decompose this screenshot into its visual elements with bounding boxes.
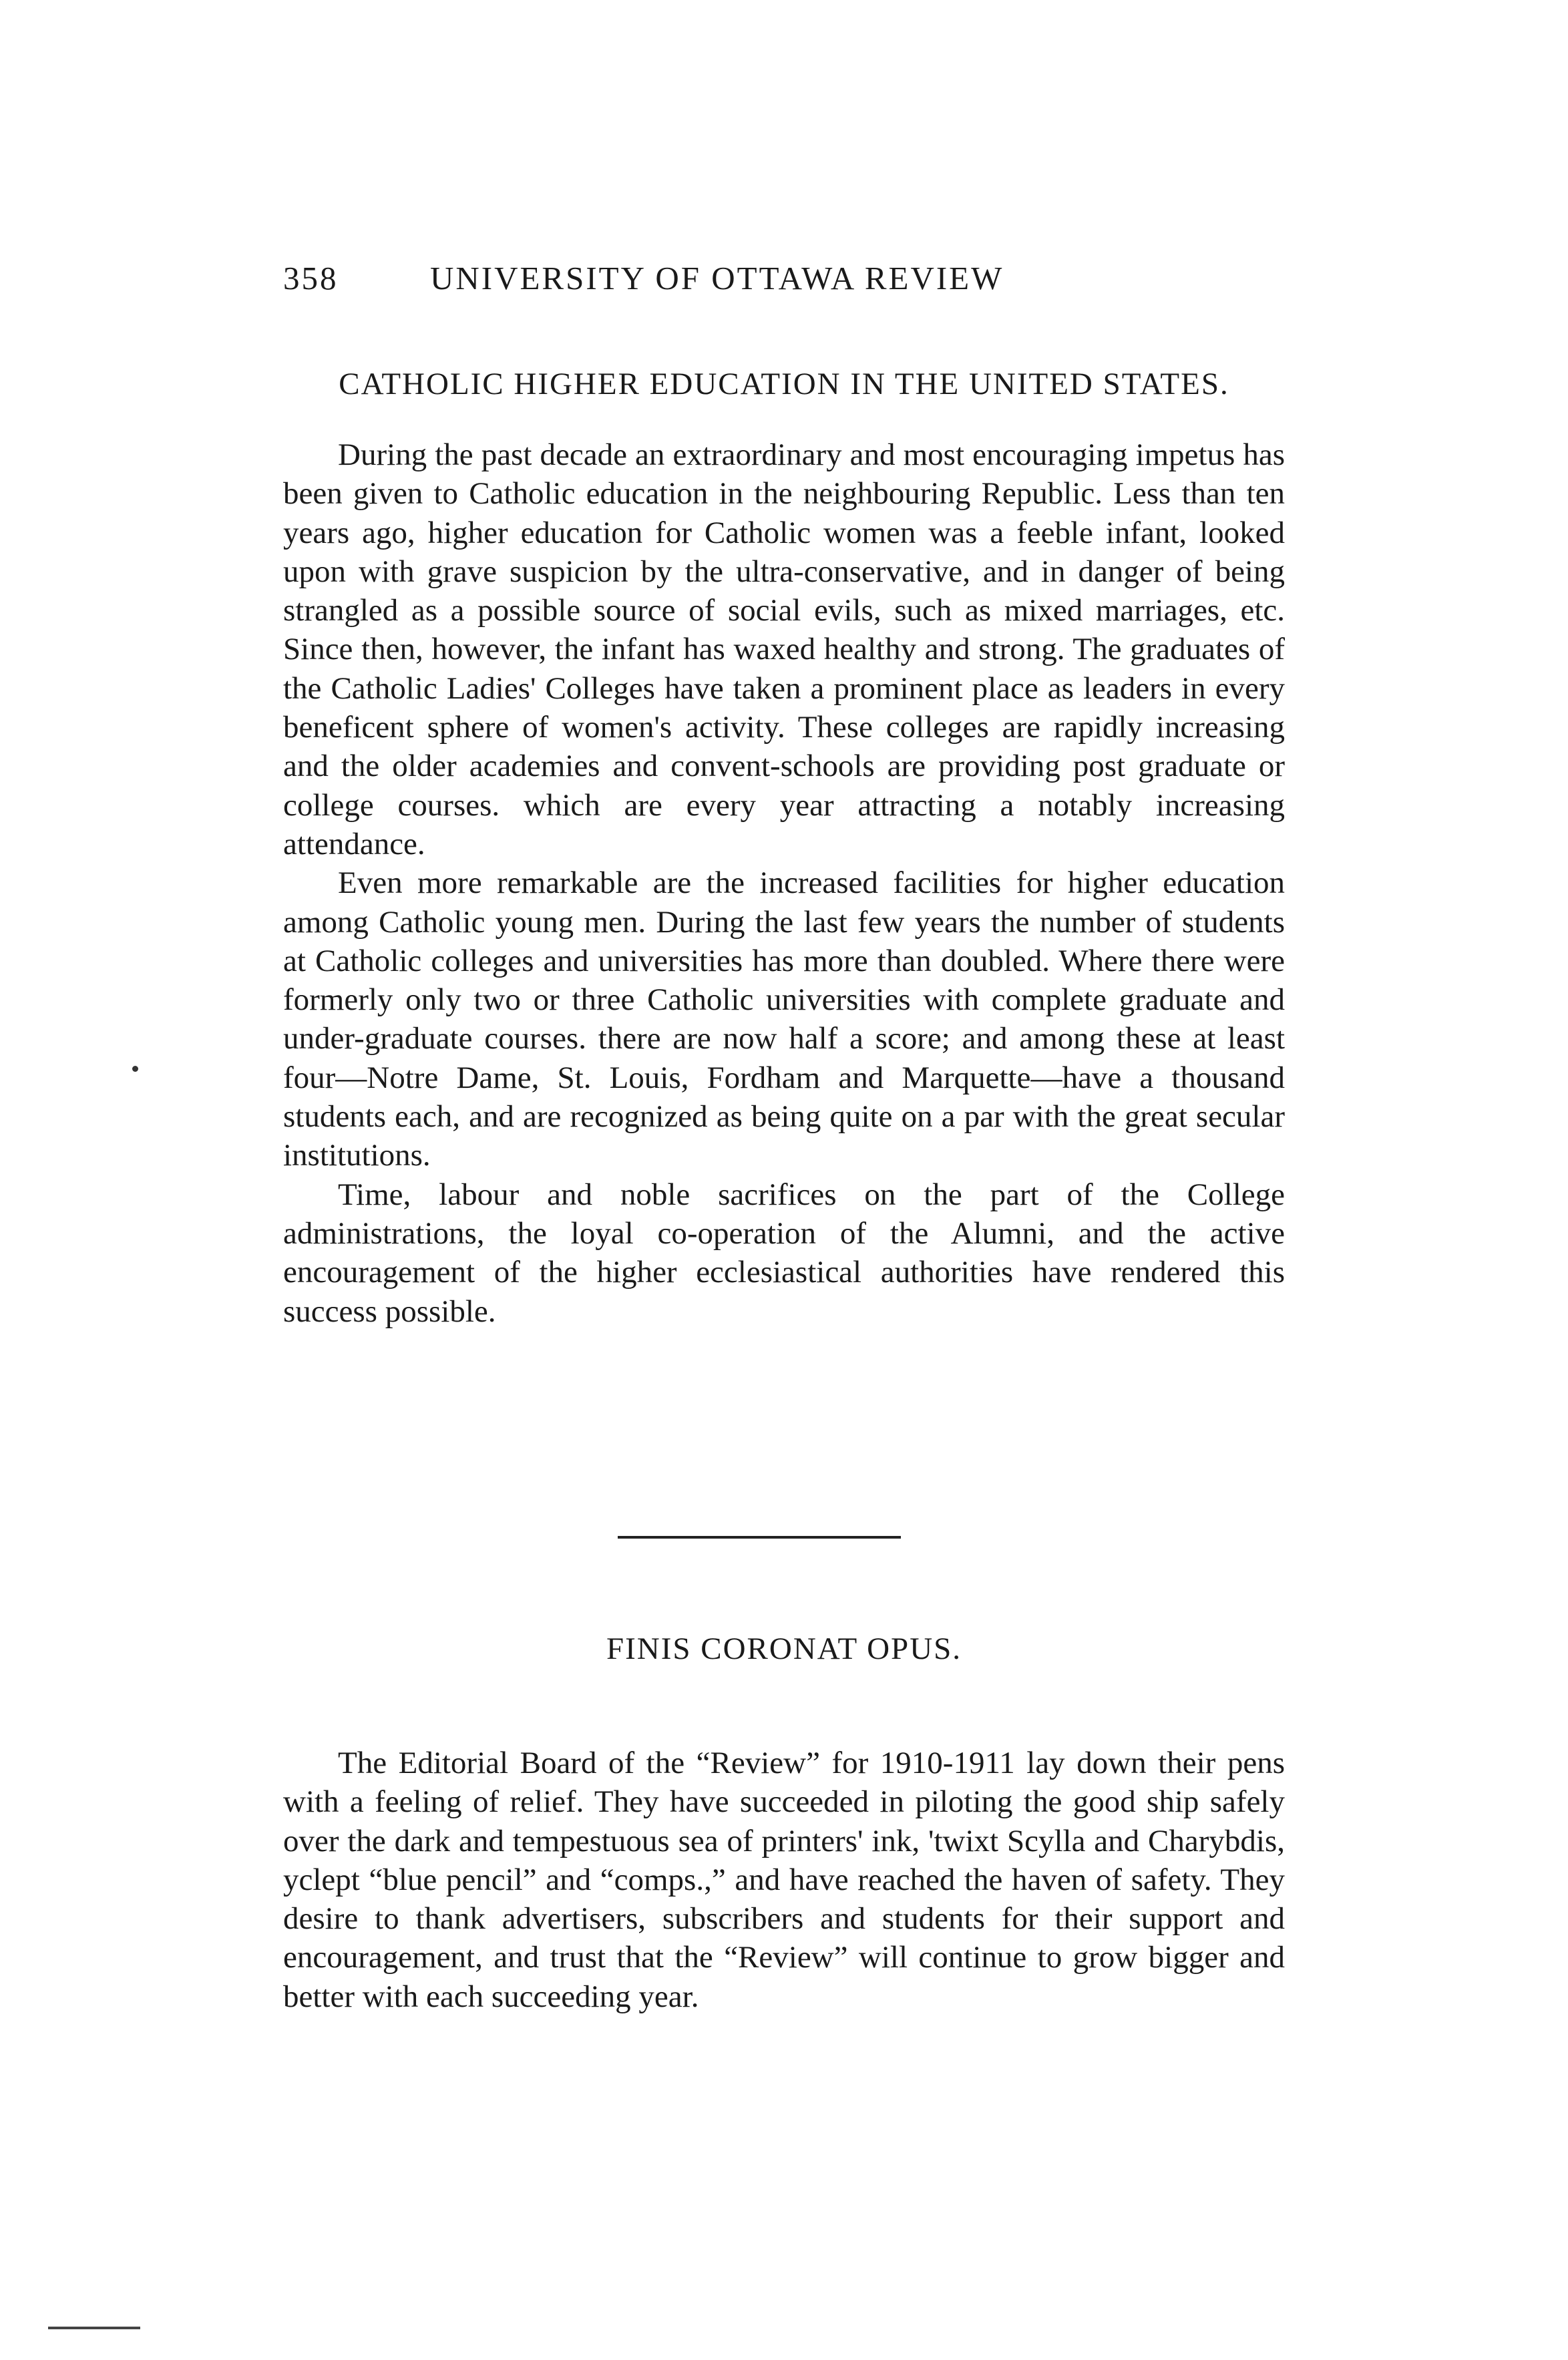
paragraph: During the past decade an extraordinary and most encouraging impetus has been given to Catholic education in the neighbouring Republic. Less than ten years ago, higher education for Catholic women was a feeble infant, looked upon with grave suspicion by the ultra-conservative, and in danger of being strangled as a possible source of social evils, such as mixed marriages, etc. Since then, however, the infant has waxed healthy and strong. The graduates of the Catholic Ladies' Colleges have taken a prominent place as leaders in every beneficent sphere of women's activity. These colleges are rapidly increasing and the older academies and convent-schools are providing post graduate or college courses. which are every year attracting a notably increasing attendance. <box>283 437 1285 861</box>
corner-scan-mark <box>48 2327 140 2329</box>
article-body-catholic-education <box>283 435 1285 1331</box>
page-number: 358 <box>283 260 339 297</box>
section-divider <box>618 1536 901 1539</box>
article-body-finis-coronat-opus <box>283 1744 1285 2016</box>
paragraph: The Editorial Board of the “Review” for 1910-1911 lay down their pens with a feeling of relief. They have succeeded in piloting the good ship safely over the dark and tempestuous sea of printers' ink, 'twixt Scylla and Charybdis, yclept “blue pencil” and “comps.,” and have reached the haven of safety. They desire to thank advertisers, subscribers and students for their support and encouragement, and trust that the “Review” will continue to grow bigger and better with each succeeding year. <box>283 1746 1285 2014</box>
article-title-catholic-education: CATHOLIC HIGHER EDUCATION IN THE UNITED STATES. <box>339 367 1229 401</box>
journal-title: UNIVERSITY OF OTTAWA REVIEW <box>430 260 1004 297</box>
paragraph: Time, labour and noble sacrifices on the part of the College administrations, the loyal co-operation of the Alumni, and the active encouragement of the higher ecclesiastical authorities have rendered this success possible. <box>283 1177 1285 1329</box>
running-head <box>283 259 1285 306</box>
article-title-finis-coronat-opus: FINIS CORONAT OPUS. <box>606 1631 962 1666</box>
margin-mark <box>132 1066 138 1072</box>
paragraph: Even more remarkable are the increased facilities for higher education among Catholic young men. During the last few years the number of students at Catholic colleges and universities has more than doubled. Where there were formerly only two or three Catholic universities with complete graduate and under-graduate courses. there are now half a score; and among these at least four—Notre Dame, St. Louis, Fordham and Marquette—have a thousand students each, and are recognized as being quite on a par with the great secular institutions. <box>283 865 1285 1173</box>
